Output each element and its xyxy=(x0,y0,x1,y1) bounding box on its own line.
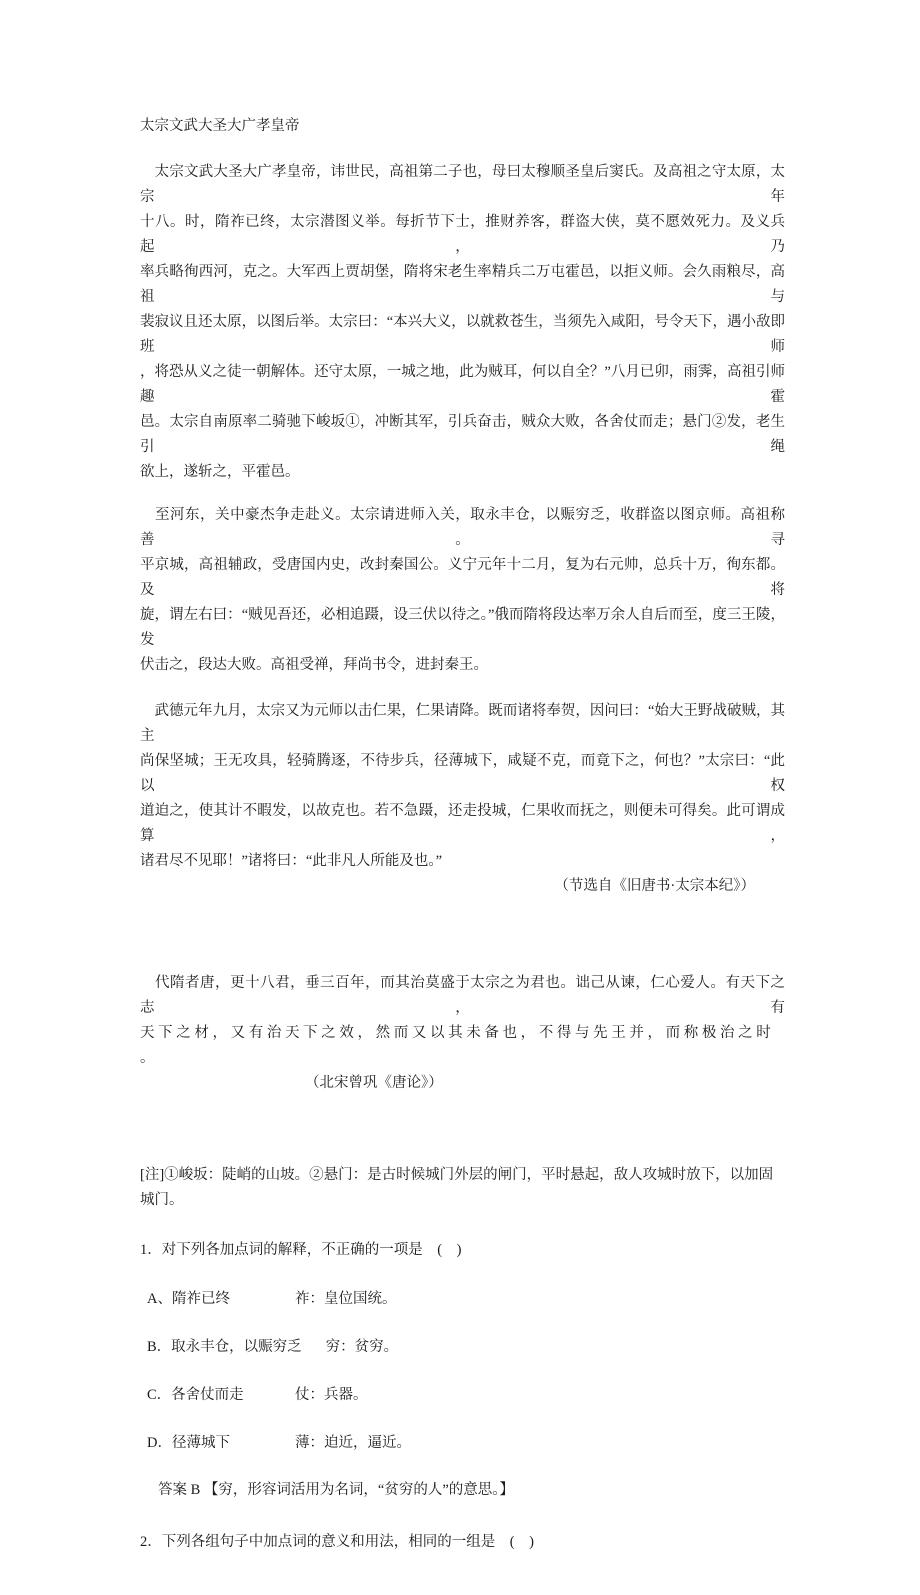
text-line: 平京城，高祖辅政，受唐国内史，改封秦国公。义宁元年十二月，复为右元帅，总兵十万，徇东都。及将 xyxy=(140,557,785,598)
paragraph-3 xyxy=(140,699,785,874)
text-line: 旋，谓左右曰：“贼见吾还，必相追蹑，设三伏以待之。”俄而隋将段达率万余人自后而至，度三王陵，发 xyxy=(140,607,785,648)
document-title: 太宗文武大圣大广孝皇帝 xyxy=(140,118,300,134)
text-line: 十八。时，隋祚已终，太宗潜图义举。每折节下士，推财养客，群盗大侠，莫不愿效死力。及义兵起，乃 xyxy=(140,214,785,255)
paragraph-1 xyxy=(140,160,785,485)
source-citation: （节选自《旧唐书·太宗本纪》） xyxy=(554,878,755,894)
option-b: B．取永丰仓，以赈穷乏 xyxy=(147,1339,302,1355)
paragraph-2 xyxy=(140,503,785,678)
text-line: 代隋者唐，更十八君，垂三百年，而其治莫盛于太宗之为君也。诎己从谏，仁心爱人。有天下之志，有 xyxy=(140,975,785,1016)
question-1: 1．对下列各加点词的解释，不正确的一项是 ( ) xyxy=(140,1242,462,1258)
option-d: D．径薄城下 xyxy=(147,1435,230,1451)
option-a: A、隋祚已终 xyxy=(147,1291,230,1307)
option-c-explanation: 仗：兵器。 xyxy=(295,1387,368,1403)
option-b-explanation: 穷：贫穷。 xyxy=(325,1339,399,1355)
text-line: 率兵略徇西河，克之。大军西上贾胡堡，隋将宋老生率精兵二万屯霍邑，以拒义师。会久雨粮尽，高祖与 xyxy=(140,264,785,305)
option-d-row xyxy=(140,1431,785,1456)
option-a-explanation: 祚：皇位国统。 xyxy=(295,1291,397,1307)
text-line: 太宗文武大圣大广孝皇帝，讳世民，高祖第二子也，母曰太穆顺圣皇后窦氏。及高祖之守太原，太宗年 xyxy=(140,164,785,205)
text-line: 邑。太宗自南原率二骑驰下峻坂①，冲断其军，引兵奋击，贼众大败，各舍仗而走；悬门②发，老生引绳 xyxy=(140,414,785,455)
text-line: 武德元年九月，太宗又为元师以击仁果，仁果请降。既而诸将奉贺，因问曰：“始大王野战破贼，其主 xyxy=(140,703,785,744)
option-a-row xyxy=(140,1287,785,1312)
text-line: 诸君尽不见耶！”诸将曰：“此非凡人所能及也。” xyxy=(140,853,443,869)
footnote: [注]①峻坂：陡峭的山坡。②悬门：是古时候城门外层的闸门，平时悬起，敌人攻城时放下，以加固城门。 xyxy=(140,1167,774,1208)
text-line: 伏击之，段达大败。高祖受禅，拜尚书令，进封秦王。 xyxy=(140,657,488,673)
option-c-row xyxy=(140,1383,785,1408)
paragraph-4 xyxy=(140,971,785,1071)
question-2: 2．下列各组句子中加点词的意义和用法，相同的一组是 ( ) xyxy=(140,1534,534,1550)
text-line: 道迫之，使其计不暇发，以故克也。若不急蹑，还走投城，仁果收而抚之，则便未可得矣。此可谓成算， xyxy=(140,803,785,844)
option-c: C．各舍仗而走 xyxy=(147,1387,244,1403)
text-line: 至河东，关中豪杰争走赴义。太宗请进师入关，取永丰仓，以赈穷乏，收群盗以图京师。高祖称善。寻 xyxy=(140,507,785,548)
option-b-row xyxy=(140,1335,785,1360)
text-line: ，将恐从义之徒一朝解体。还守太原，一城之地，此为贼耳，何以自全？”八月已卯，雨霁，高祖引师趣霍 xyxy=(140,364,785,405)
answer: 答案 B 【穷，形容词活用为名词，“贫穷的人”的意思。】 xyxy=(158,1482,515,1498)
option-d-explanation: 薄：迫近，逼近。 xyxy=(295,1435,411,1451)
text-line: 天 下 之 材 ， 又 有 治 天 下 之 效 ， 然 而 又 以 其 未 备 也 ， 不 得 与 先 王 并 ， 而 称 极 治 之 时 。 xyxy=(140,1025,771,1066)
text-line: 欲上，遂斩之，平霍邑。 xyxy=(140,464,300,480)
source-citation: （北宋曾巩《唐论》） xyxy=(305,1075,443,1091)
text-line: 裴寂议且还太原，以图后举。太宗曰：“本兴大义，以就救苍生，当须先入咸阳，号令天下，遇小敌即班师 xyxy=(140,314,785,355)
text-line: 尚保坚城；王无攻具，轻骑腾逐，不待步兵，径薄城下，咸疑不克，而竟下之，何也？”太宗曰：“此以权 xyxy=(140,753,785,794)
